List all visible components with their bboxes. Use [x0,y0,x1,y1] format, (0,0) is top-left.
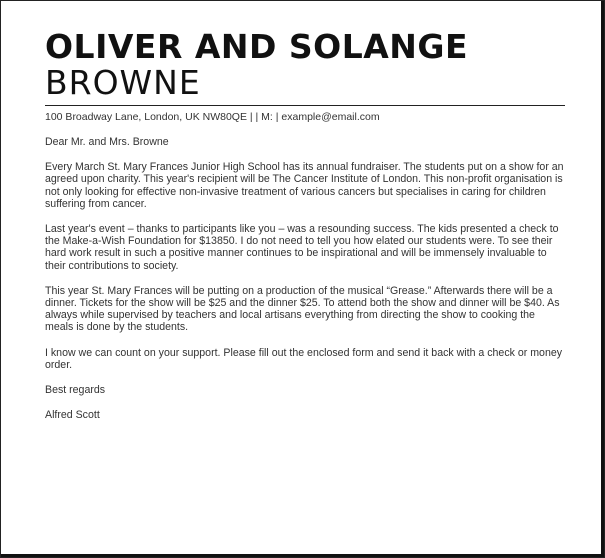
salutation: Dear Mr. and Mrs. Browne [45,136,169,148]
contact-line: 100 Broadway Lane, London, UK NW80QE | | M: | example@email.com [45,105,565,126]
paragraph-1: Every March St. Mary Frances Junior High School has its annual fundraiser. The students put on a show for an agreed upon charity. This year's recipient will be The Cancer Institute of London. This non-profit organisation is not only looking for effective non-invasive treatment of various cancers but specialises in caring for children suffering from cancer. [45,161,564,210]
signature: Alfred Scott [45,409,100,422]
paragraph-3: This year St. Mary Frances will be putting on a production of the musical “Grease.” Afterwards there will be a dinner. Tickets for the show will be $25 and the dinner $25. To attend both the show and dinner will be $40. As always while supervised by teachers and local artisans everything from directing the show to cooking the meals is done by the students. [45,284,560,334]
sender-name-first: OLIVER AND SOLANGE [45,27,469,66]
closing: Best regards [45,384,106,397]
paragraph-2: Last year's event – thanks to participants like you – was a resounding success. The kids presented a check to the Make-a-Wish Foundation for $13850. I do not need to tell you how elated our students were. To see their hard work result in such a positive manner continues to be inspirational and will be immensely invaluable to their contributions to society. [45,223,559,272]
letter-document [45,28,565,434]
paragraph-4: I know we can count on your support. Please fill out the enclosed form and send it back with a check or money order. [45,346,563,371]
letter-body [45,136,565,421]
sender-name-last: BROWNE [45,63,201,102]
